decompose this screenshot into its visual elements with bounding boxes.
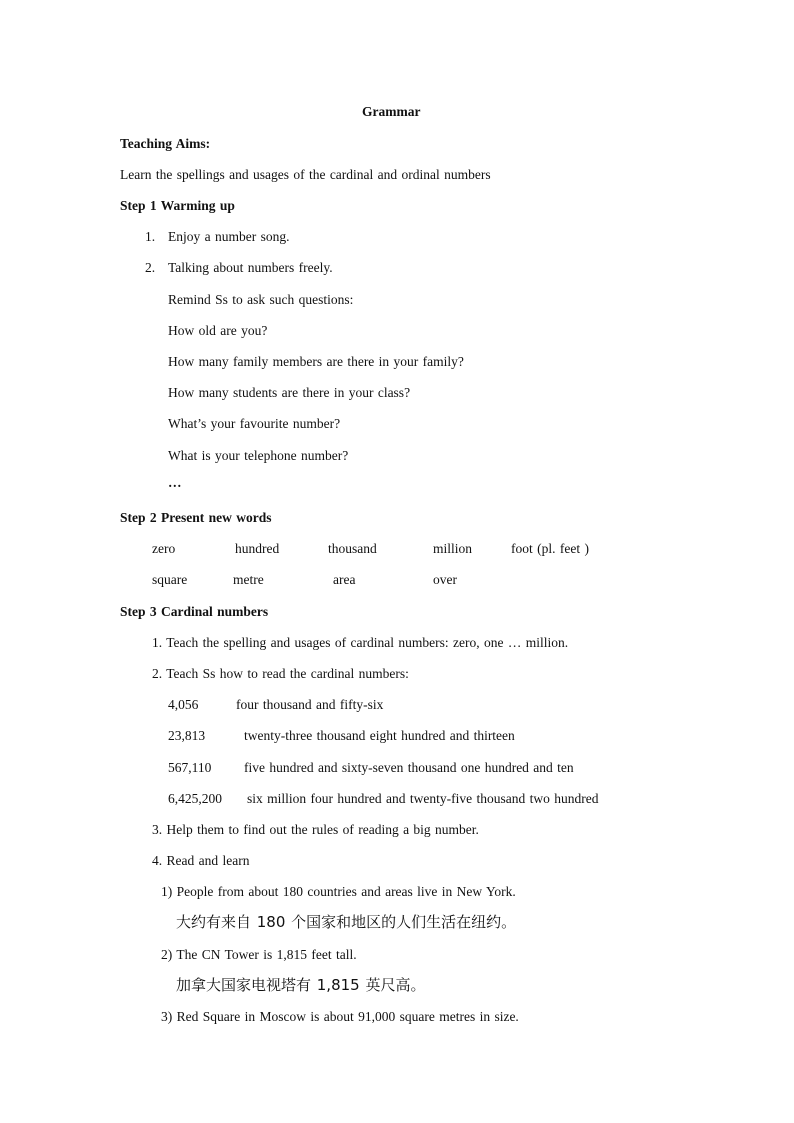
step2-heading: Step 2 Present new words <box>120 510 272 525</box>
question-line: What’s your favourite number? <box>168 416 341 431</box>
sentence-english: 1) People from about 180 countries and areas live in New York. <box>161 884 516 899</box>
ellipsis: … <box>168 475 182 490</box>
question-line: What is your telephone number? <box>168 448 349 463</box>
step3-item4: 4. Read and learn <box>152 853 250 868</box>
sentence-english: 3) Red Square in Moscow is about 91,000 square metres in size. <box>161 1009 519 1024</box>
step3-item3: 3. Help them to find out the rules of reading a big number. <box>152 822 479 837</box>
example-number: 23,813 <box>168 728 206 743</box>
example-number: 567,110 <box>168 760 212 775</box>
vocab-word: zero <box>152 541 176 556</box>
step3-item2: 2. Teach Ss how to read the cardinal numbers: <box>152 666 409 681</box>
vocab-word: square <box>152 572 188 587</box>
example-number: 4,056 <box>168 697 199 712</box>
sentence-chinese: 加拿大国家电视塔有 1,815 英尺高。 <box>176 976 426 994</box>
page-title: Grammar <box>362 104 421 119</box>
example-words: five hundred and sixty-seven thousand one hundred and ten <box>244 760 574 775</box>
teaching-aims-heading: Teaching Aims: <box>120 136 211 151</box>
vocab-word: metre <box>233 572 264 587</box>
vocab-word: foot (pl. feet ) <box>511 541 589 556</box>
question-line: How many students are there in your class? <box>168 385 411 400</box>
step1-item1-text: Enjoy a number song. <box>168 229 290 244</box>
teaching-aims-text: Learn the spellings and usages of the cardinal and ordinal numbers <box>120 167 491 182</box>
remind-line: Remind Ss to ask such questions: <box>168 292 354 307</box>
step3-item1: 1. Teach the spelling and usages of cardinal numbers: zero, one … million. <box>152 635 569 650</box>
example-words: twenty-three thousand eight hundred and thirteen <box>244 728 515 743</box>
step1-item2-text: Talking about numbers freely. <box>168 260 333 275</box>
vocab-word: area <box>333 572 356 587</box>
vocab-word: hundred <box>235 541 280 556</box>
step1-item1-number: 1. <box>145 229 156 244</box>
sentence-chinese: 大约有来自 180 个国家和地区的人们生活在纽约。 <box>176 913 517 931</box>
question-line: How old are you? <box>168 323 268 338</box>
vocab-word: million <box>433 541 473 556</box>
step1-heading: Step 1 Warming up <box>120 198 235 213</box>
vocab-word: over <box>433 572 457 587</box>
example-words: six million four hundred and twenty-five thousand two hundred <box>247 791 599 806</box>
example-number: 6,425,200 <box>168 791 222 806</box>
example-words: four thousand and fifty-six <box>236 697 384 712</box>
step1-item2-number: 2. <box>145 260 156 275</box>
sentence-english: 2) The CN Tower is 1,815 feet tall. <box>161 947 357 962</box>
question-line: How many family members are there in your family? <box>168 354 464 369</box>
vocab-word: thousand <box>328 541 377 556</box>
step3-heading: Step 3 Cardinal numbers <box>120 604 269 619</box>
